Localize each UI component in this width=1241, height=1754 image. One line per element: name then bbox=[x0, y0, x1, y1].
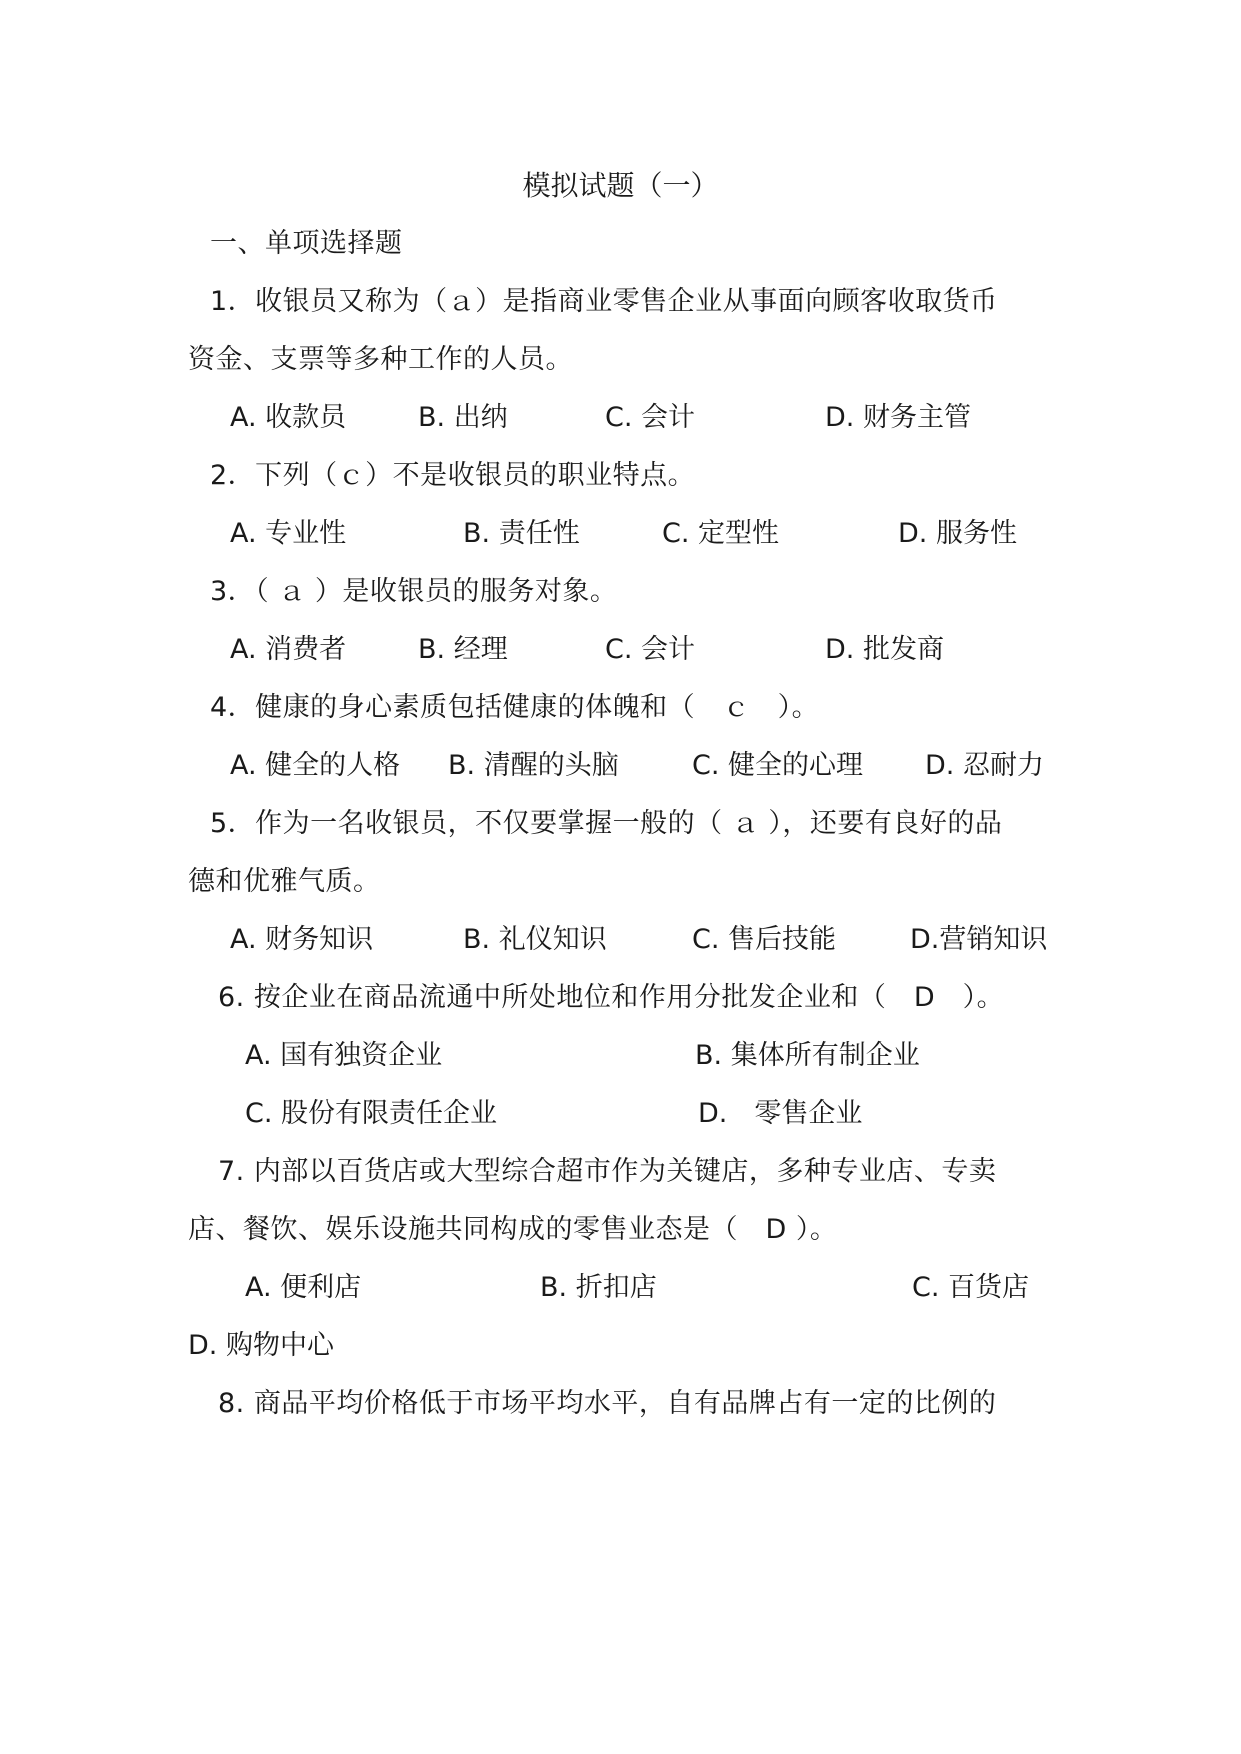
question-5-line-2: 德和优雅气质。 bbox=[188, 866, 381, 897]
question-1-option-c: C. 会计 bbox=[605, 402, 696, 433]
question-6-option-b: B. 集体所有制企业 bbox=[695, 1040, 920, 1071]
question-5-option-a: A. 财务知识 bbox=[230, 924, 374, 955]
question-1-option-b: B. 出纳 bbox=[418, 402, 508, 433]
question-4-option-a: A. 健全的人格 bbox=[230, 750, 401, 781]
question-5-option-c: C. 售后技能 bbox=[692, 924, 837, 955]
question-6-option-a: A. 国有独资企业 bbox=[245, 1040, 443, 1071]
question-3-option-b: B. 经理 bbox=[418, 634, 508, 665]
question-2-option-d: D. 服务性 bbox=[898, 518, 1017, 549]
question-7-option-c: C. 百货店 bbox=[912, 1272, 1030, 1303]
question-3-option-a: A. 消费者 bbox=[230, 634, 347, 665]
document-title: 模拟试题（一） bbox=[522, 169, 719, 202]
question-5-option-d: D.营销知识 bbox=[910, 924, 1048, 955]
question-5-line-1: 5．作为一名收银员，不仅要掌握一般的（ ａ ），还要有良好的品 bbox=[210, 808, 1003, 839]
question-6-line-1: 6. 按企业在商品流通中所处地位和作用分批发企业和（ D ）。 bbox=[218, 982, 1005, 1013]
question-1-option-a: A. 收款员 bbox=[230, 402, 347, 433]
question-7-option-d: D. 购物中心 bbox=[188, 1330, 334, 1361]
question-6-option-c: C. 股份有限责任企业 bbox=[245, 1098, 498, 1129]
question-5-option-b: B. 礼仪知识 bbox=[463, 924, 607, 955]
question-2-option-c: C. 定型性 bbox=[662, 518, 780, 549]
question-2-option-a: A. 专业性 bbox=[230, 518, 347, 549]
question-2-line-1: 2．下列（ｃ）不是收银员的职业特点。 bbox=[210, 460, 696, 491]
question-4-line-1: 4．健康的身心素质包括健康的体魄和（ ｃ ）。 bbox=[210, 692, 820, 723]
question-1-line-2: 资金、支票等多种工作的人员。 bbox=[188, 344, 573, 375]
question-7-line-2: 店、餐饮、娱乐设施共同构成的零售业态是（ D ）。 bbox=[188, 1214, 838, 1245]
question-1-option-d: D. 财务主管 bbox=[825, 402, 971, 433]
question-3-option-d: D. 批发商 bbox=[825, 634, 944, 665]
question-2-option-b: B. 责任性 bbox=[463, 518, 580, 549]
question-3-line-1: 3．（ ａ ）是收银员的服务对象。 bbox=[210, 576, 618, 607]
question-7-option-a: A. 便利店 bbox=[245, 1272, 362, 1303]
question-7-option-b: B. 折扣店 bbox=[540, 1272, 657, 1303]
section-heading: 一、单项选择题 bbox=[210, 228, 403, 259]
question-7-line-1: 7. 内部以百货店或大型综合超市作为关键店，多种专业店、专卖 bbox=[218, 1156, 997, 1187]
question-8-line-1: 8. 商品平均价格低于市场平均水平，自有品牌占有一定的比例的 bbox=[218, 1388, 997, 1419]
question-3-option-c: C. 会计 bbox=[605, 634, 696, 665]
question-6-option-d: D. 零售企业 bbox=[698, 1098, 863, 1129]
question-1-line-1: 1．收银员又称为（ａ）是指商业零售企业从事面向顾客收取货币 bbox=[210, 286, 998, 317]
question-4-option-d: D. 忍耐力 bbox=[925, 750, 1044, 781]
question-4-option-b: B. 清醒的头脑 bbox=[448, 750, 619, 781]
question-4-option-c: C. 健全的心理 bbox=[692, 750, 864, 781]
